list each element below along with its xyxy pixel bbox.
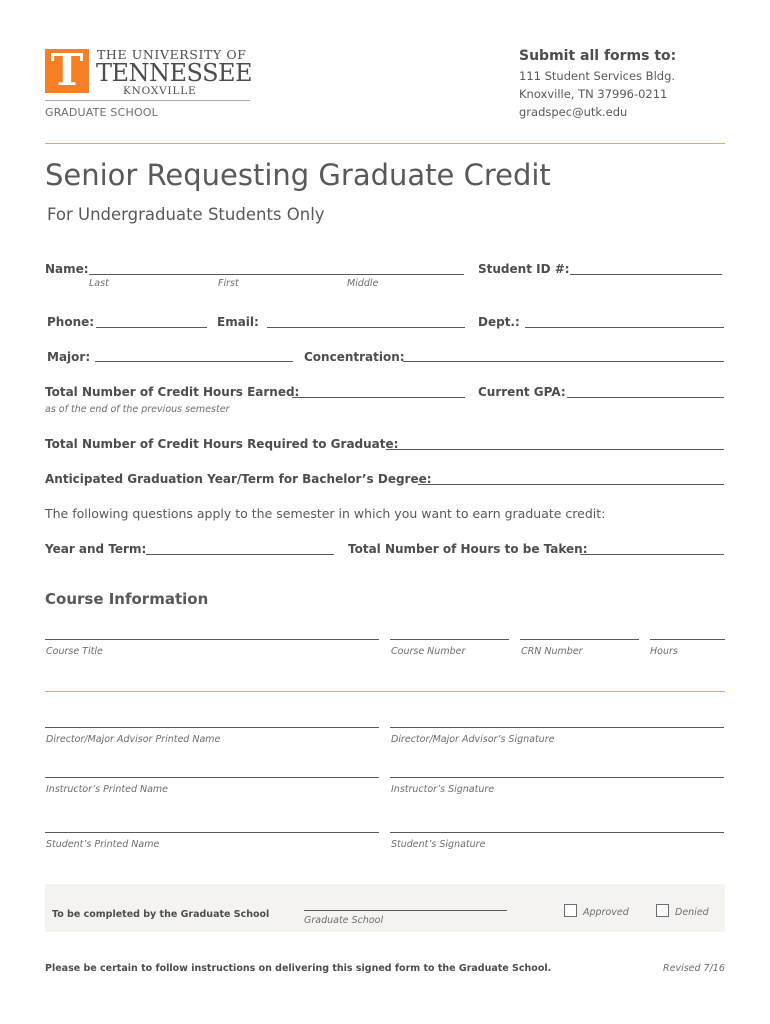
director-name-field[interactable] bbox=[45, 727, 379, 728]
semester-instruction: The following questions apply to the semester in which you want to earn graduate credit: bbox=[45, 506, 606, 521]
submit-block bbox=[519, 48, 729, 119]
total-hours-field[interactable] bbox=[580, 554, 724, 555]
dept-field[interactable] bbox=[525, 327, 724, 328]
concentration-label: Concentration: bbox=[304, 350, 405, 364]
instructor-signature-caption: Instructor’s Signature bbox=[391, 784, 495, 795]
credit-hours-note: as of the end of the previous semester bbox=[45, 404, 230, 415]
hours-caption: Hours bbox=[650, 646, 678, 657]
student-name-field[interactable] bbox=[45, 832, 379, 833]
student-name-caption: Student’s Printed Name bbox=[46, 839, 160, 850]
credit-hours-earned-field[interactable] bbox=[292, 397, 465, 398]
university-logo bbox=[45, 45, 253, 119]
submit-email: gradspec@utk.edu bbox=[519, 105, 628, 119]
page-title: Senior Requesting Graduate Credit bbox=[45, 158, 551, 192]
campus-name: KNOXVILLE bbox=[123, 85, 197, 97]
approved-checkbox[interactable] bbox=[564, 904, 577, 917]
major-label: Major: bbox=[47, 350, 91, 364]
student-id-field[interactable] bbox=[570, 274, 722, 275]
director-signature-caption: Director/Major Advisor’s Signature bbox=[391, 734, 555, 745]
anticipated-graduation-label: Anticipated Graduation Year/Term for Bachelor’s Degree: bbox=[45, 472, 432, 486]
name-middle-caption: Middle bbox=[347, 278, 379, 289]
name-last-caption: Last bbox=[89, 278, 109, 289]
school-name: GRADUATE SCHOOL bbox=[45, 106, 158, 119]
year-term-field[interactable] bbox=[146, 554, 334, 555]
header-rule bbox=[45, 143, 725, 144]
footer-note: Please be certain to follow instructions on delivering this signed form to the Graduate School. bbox=[45, 963, 552, 974]
graduate-school-signature-field[interactable] bbox=[304, 910, 507, 911]
denied-checkbox[interactable] bbox=[656, 904, 669, 917]
credit-hours-required-field[interactable] bbox=[386, 449, 724, 450]
instructor-signature-field[interactable] bbox=[390, 777, 724, 778]
university-line1: THE UNIVERSITY OF bbox=[97, 47, 247, 62]
course-rule bbox=[45, 691, 725, 692]
phone-label: Phone: bbox=[47, 315, 95, 329]
course-information-heading: Course Information bbox=[45, 590, 209, 608]
gpa-field[interactable] bbox=[567, 397, 724, 398]
t-logo-icon: T bbox=[45, 49, 89, 93]
hours-field[interactable] bbox=[650, 639, 725, 640]
student-signature-field[interactable] bbox=[390, 832, 724, 833]
page-subtitle: For Undergraduate Students Only bbox=[47, 205, 325, 224]
course-title-caption: Course Title bbox=[46, 646, 103, 657]
concentration-field[interactable] bbox=[403, 361, 724, 362]
instructor-name-caption: Instructor’s Printed Name bbox=[46, 784, 169, 795]
director-signature-field[interactable] bbox=[390, 727, 724, 728]
address-line1: 111 Student Services Bldg. bbox=[519, 69, 676, 83]
phone-field[interactable] bbox=[96, 327, 207, 328]
name-field[interactable] bbox=[89, 274, 464, 275]
crn-number-caption: CRN Number bbox=[521, 646, 583, 657]
approved-label: Approved bbox=[583, 907, 629, 918]
student-id-label: Student ID #: bbox=[478, 262, 570, 276]
revised-date: Revised 7/16 bbox=[663, 963, 725, 974]
anticipated-graduation-field[interactable] bbox=[418, 484, 724, 485]
gpa-label: Current GPA: bbox=[478, 385, 566, 399]
office-label: To be completed by the Graduate School bbox=[52, 909, 270, 920]
denied-label: Denied bbox=[675, 907, 709, 918]
submit-title: Submit all forms to: bbox=[519, 48, 677, 64]
credit-hours-required-label: Total Number of Credit Hours Required to Graduate: bbox=[45, 437, 399, 451]
total-hours-label: Total Number of Hours to be Taken: bbox=[348, 542, 588, 556]
email-field[interactable] bbox=[267, 327, 465, 328]
year-term-label: Year and Term: bbox=[45, 542, 147, 556]
graduate-school-caption: Graduate School bbox=[304, 915, 384, 926]
course-number-field[interactable] bbox=[390, 639, 509, 640]
name-label: Name: bbox=[45, 262, 89, 276]
email-label: Email: bbox=[217, 315, 259, 329]
director-name-caption: Director/Major Advisor Printed Name bbox=[46, 734, 221, 745]
course-title-field[interactable] bbox=[45, 639, 379, 640]
credit-hours-earned-label: Total Number of Credit Hours Earned: bbox=[45, 385, 300, 399]
student-signature-caption: Student’s Signature bbox=[391, 839, 486, 850]
dept-label: Dept.: bbox=[478, 315, 520, 329]
name-first-caption: First bbox=[218, 278, 239, 289]
crn-number-field[interactable] bbox=[520, 639, 639, 640]
course-number-caption: Course Number bbox=[391, 646, 466, 657]
major-field[interactable] bbox=[95, 361, 293, 362]
university-name: TENNESSEE bbox=[96, 59, 253, 87]
address-line2: Knoxville, TN 37996-0211 bbox=[519, 87, 668, 101]
instructor-name-field[interactable] bbox=[45, 777, 379, 778]
logo-divider bbox=[45, 100, 250, 101]
graduate-school-office-box bbox=[45, 884, 725, 932]
